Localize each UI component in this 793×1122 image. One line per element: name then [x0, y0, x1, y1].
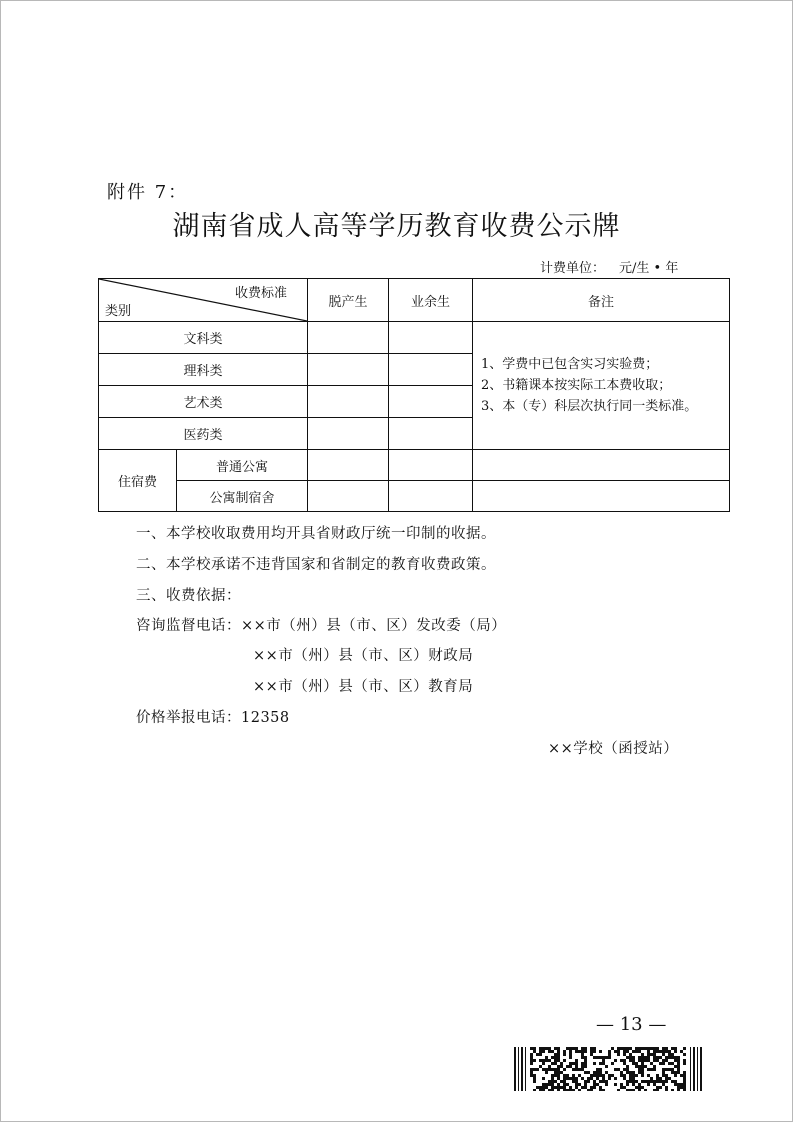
price-report-hotline: 价格举报电话：12358 [136, 710, 290, 726]
category-cell: 理科类 [99, 354, 308, 386]
fee-basis-heading: 三、收费依据： [136, 588, 241, 604]
category-cell: 医药类 [99, 418, 308, 450]
header-remarks: 备注 [473, 279, 730, 322]
header-fee-standard: 收费标准 [234, 286, 287, 301]
table-row [99, 481, 730, 512]
billing-unit-label: 计费单位： [540, 261, 606, 276]
parttime-fee-cell [389, 386, 473, 418]
parttime-fee-cell [389, 354, 473, 386]
hotline-agency: ××市（州）县（市、区）财政局 [253, 648, 474, 664]
parttime-fee-cell [389, 418, 473, 450]
fulltime-fee-cell [308, 481, 389, 512]
fulltime-fee-cell [308, 418, 389, 450]
diagonal-header-cell [99, 279, 308, 322]
billing-unit [540, 257, 678, 276]
hotline-label: 咨询监督电话： [136, 618, 241, 634]
parttime-fee-cell [389, 481, 473, 512]
fulltime-fee-cell [308, 450, 389, 481]
fulltime-fee-cell [308, 354, 389, 386]
category-cell: 艺术类 [99, 386, 308, 418]
fulltime-fee-cell [308, 322, 389, 354]
table-row [99, 322, 730, 354]
remarks-cell [473, 322, 730, 450]
billing-unit-value: 元/生 • 年 [619, 261, 679, 276]
note-item: 3、本（专）科层次执行同一类标准。 [481, 399, 698, 414]
note-item: 2、书籍课本按实际工本费收取； [481, 378, 672, 393]
remarks-empty-cell [473, 481, 730, 512]
header-category: 类别 [105, 304, 132, 319]
table-header-row [99, 279, 730, 322]
accommodation-type-cell: 普通公寓 [177, 450, 308, 481]
header-parttime: 业余生 [389, 279, 473, 322]
receipt-statement: 一、本学校收取费用均开具省财政厅统一印制的收据。 [136, 526, 496, 542]
category-cell: 文科类 [99, 322, 308, 354]
remarks-empty-cell [473, 450, 730, 481]
parttime-fee-cell [389, 450, 473, 481]
parttime-fee-cell [389, 322, 473, 354]
document-title: 湖南省成人高等学历教育收费公示牌 [172, 211, 621, 242]
accommodation-type-cell: 公寓制宿舍 [177, 481, 308, 512]
hotline-agency: ××市（州）县（市、区）发改委（局） [241, 618, 507, 634]
fee-table [98, 278, 730, 512]
header-fulltime: 脱产生 [308, 279, 389, 322]
page-number: — 13 — [596, 1014, 667, 1035]
table-row [99, 450, 730, 481]
barcode-image [514, 1047, 702, 1091]
school-signature: ××学校（函授站） [548, 741, 679, 757]
note-item: 1、学费中已包含实习实验费； [481, 357, 659, 372]
hotline-line-1 [136, 614, 506, 635]
accommodation-label-cell: 住宿费 [99, 450, 177, 512]
fulltime-fee-cell [308, 386, 389, 418]
policy-statement: 二、本学校承诺不违背国家和省制定的教育收费政策。 [136, 557, 496, 573]
hotline-agency: ××市（州）县（市、区）教育局 [253, 679, 474, 695]
attachment-label: 附件 7： [107, 182, 189, 203]
